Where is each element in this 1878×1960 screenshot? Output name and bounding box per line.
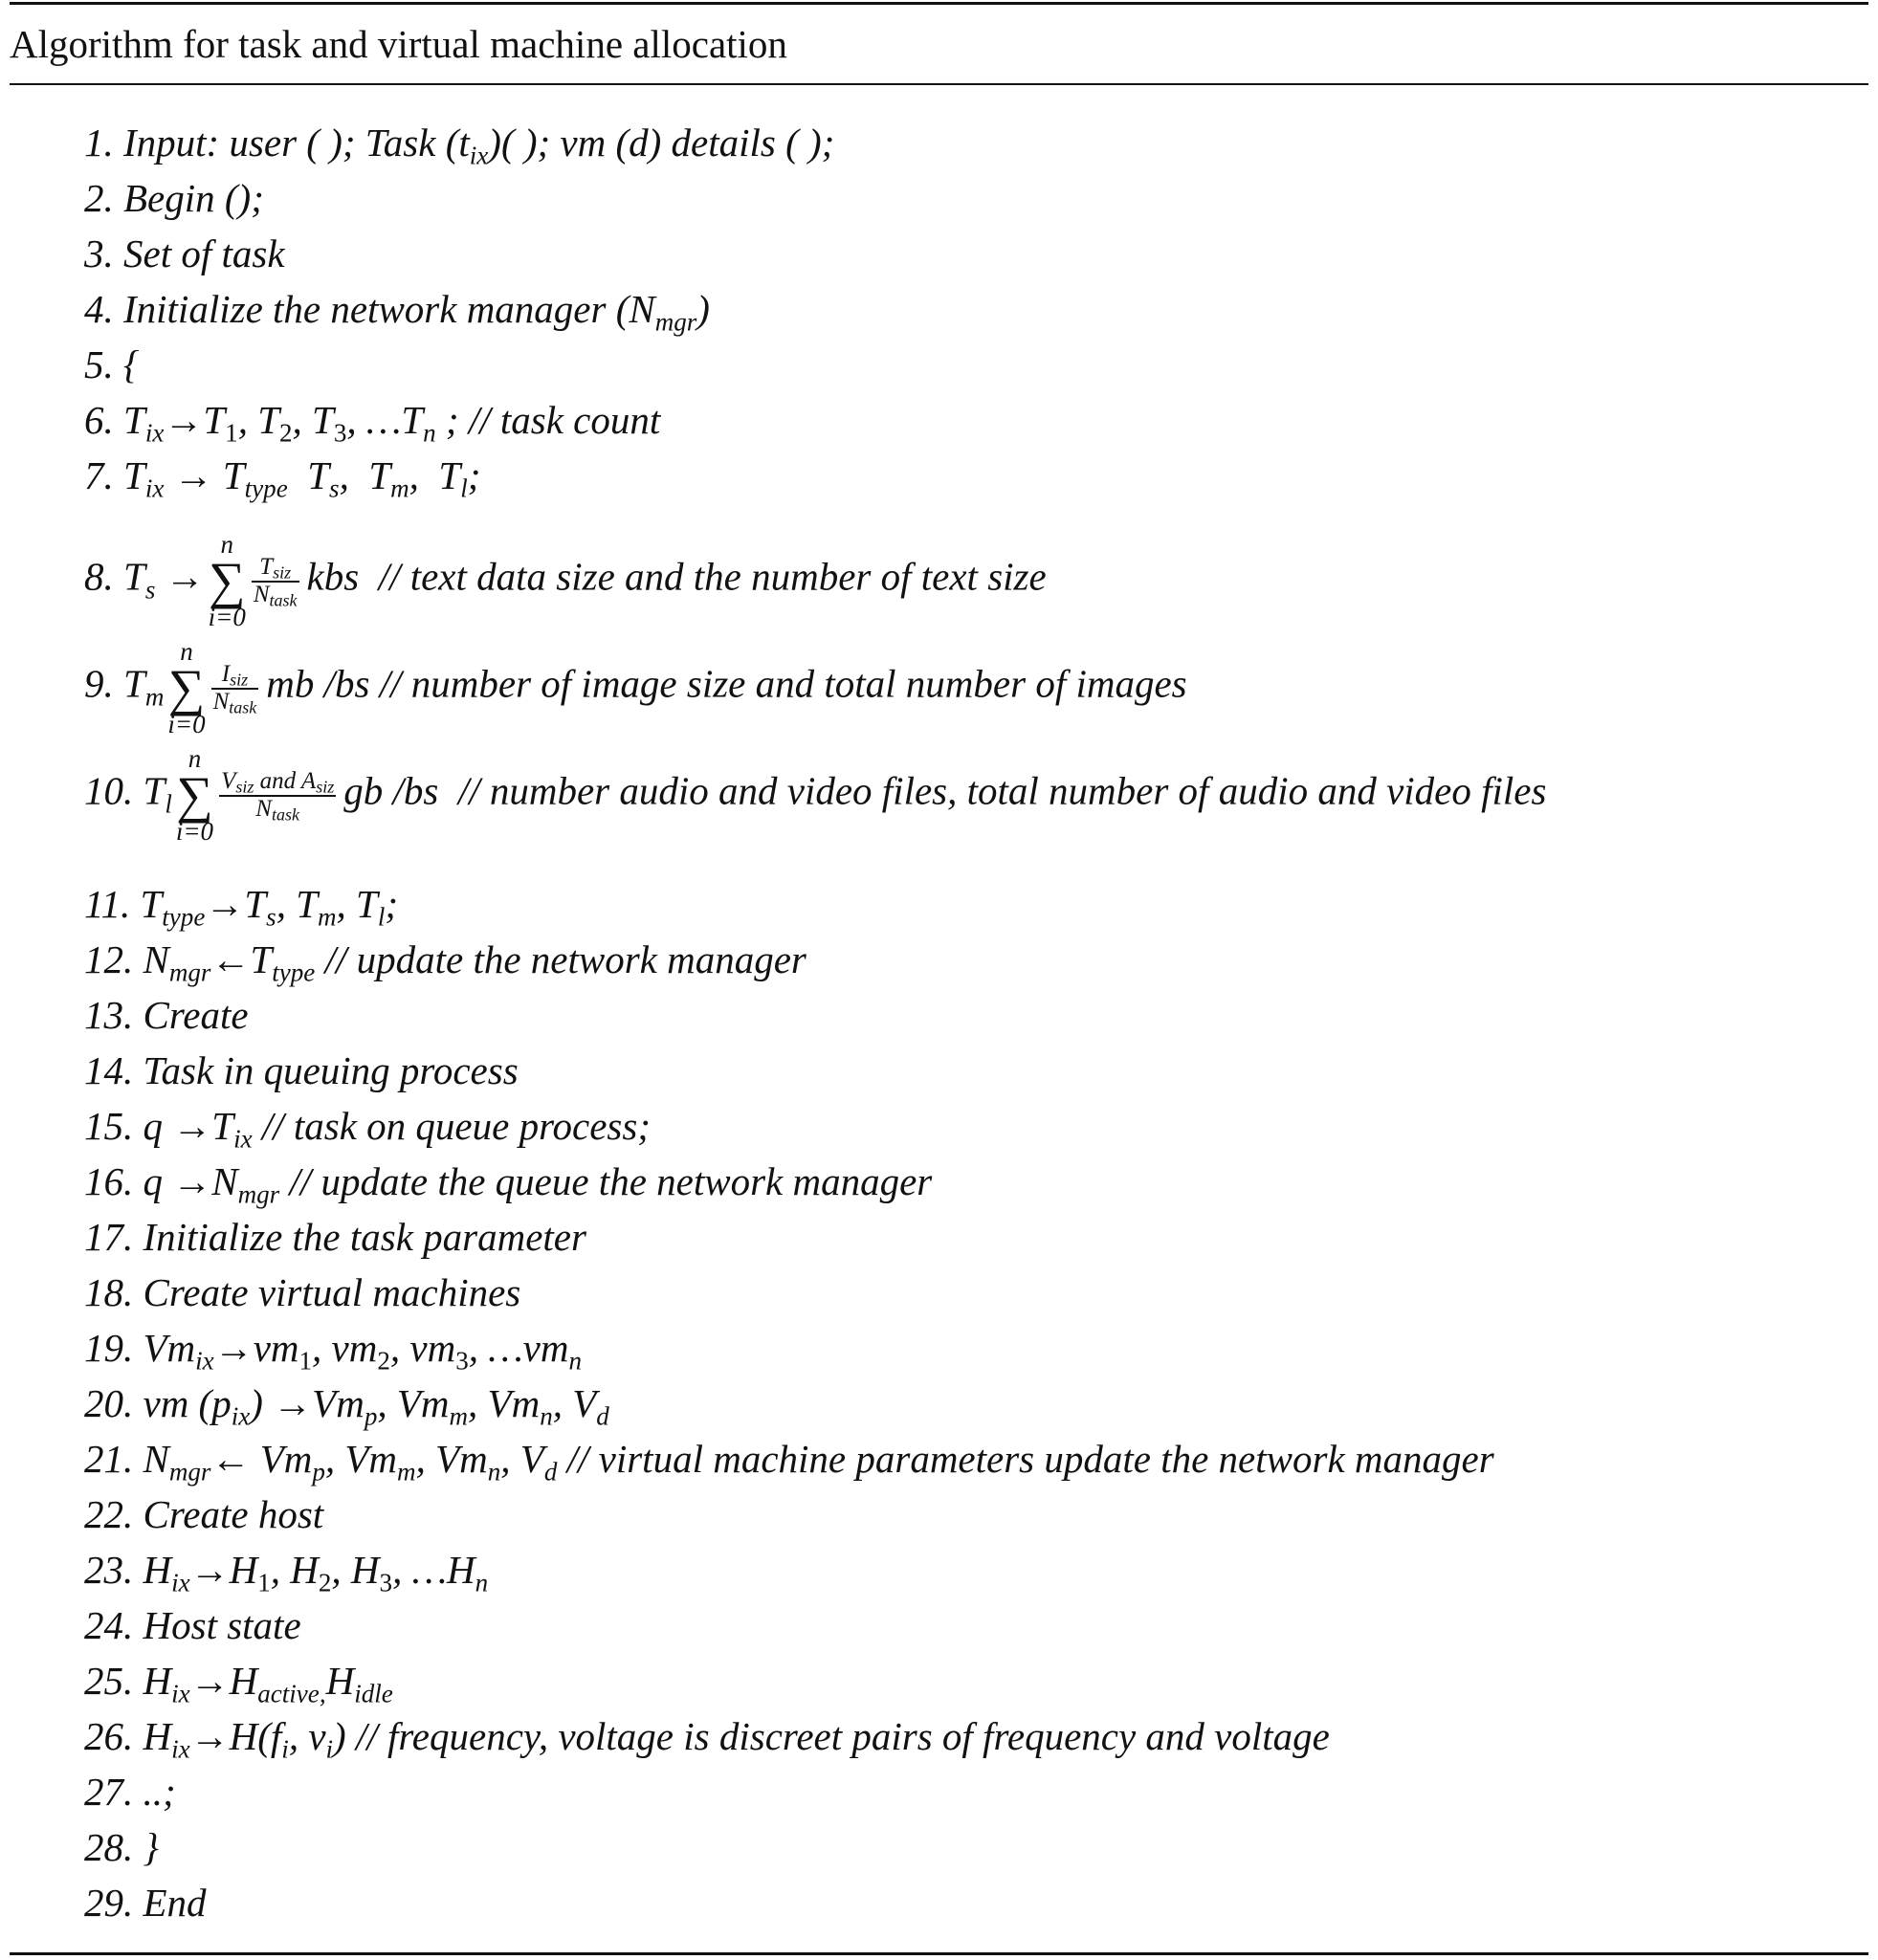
algorithm-line-28: 28. } — [84, 1825, 159, 1869]
algorithm-line-12: 12. $N_{mgr}\leftarrow T_{type}$ // update the network manager — [84, 937, 806, 987]
algorithm-line-26: 26. $H_{ix}\to H(f_i$, $v_i$) // frequency, voltage is discreet pairs of frequency and voltage — [84, 1714, 1330, 1764]
summation-symbol: n ∑ i=0 — [175, 744, 214, 846]
algorithm-line-24: 24. Host state — [84, 1603, 301, 1647]
algorithm-line-10: 10. $T_l$ n ∑ i=0 $\frac{V_{siz} and A_{siz}}{N_{task}}$ gb /bs // number audio and video files, total number of audio and video files — [84, 744, 1547, 846]
algorithm-line-2: 2. Begin (); — [84, 176, 264, 220]
algorithm-line-25: 25. $H_{ix}\to H_{active,}H_{idle}$ — [84, 1659, 393, 1708]
fraction: $\frac{V_{siz} and A_{siz}}{N_{task}}$ — [221, 767, 335, 825]
bottom-rule — [10, 1952, 1868, 1955]
summation-symbol: n ∑ i=0 — [167, 637, 206, 738]
algorithm-line-8: 8. $T_s$ → n ∑ i=0 $\frac{T_{siz}}{N_{task}}$ kbs // text data size and the number of text size — [84, 530, 1047, 631]
algorithm-line-7: 7. $T_{ix} \to T_{type}$ $T_s$, $T_m$, $T_l$; — [84, 453, 481, 503]
algorithm-line-18: 18. Create virtual machines — [84, 1270, 521, 1314]
algorithm-line-3: 3. Set of task — [84, 231, 285, 275]
algorithm-line-4: 4. Initialize the network manager $(N_{mgr})$ — [84, 287, 710, 337]
algorithm-line-23: 23. $H_{ix}\to H_1$, $H_2$, $H_3$, $\dots H_n$ — [84, 1548, 489, 1597]
algorithm-line-19: 19. $Vm_{ix}\to vm_1$, $vm_2$, $vm_3$, $\dots vm_n$ — [84, 1326, 583, 1376]
table-title: Algorithm for task and virtual machine allocation — [10, 22, 787, 66]
algorithm-line-17: 17. Initialize the task parameter — [84, 1215, 586, 1259]
fraction: $\frac{T_{siz}}{N_{task}}$ — [253, 553, 298, 610]
algorithm-line-5: 5. { — [84, 342, 140, 386]
algorithm-line-13: 13. Create — [84, 993, 249, 1037]
algorithm-line-1: 1. Input: user ( ); Task $(t_{ix})$( ); vm (d) details ( ); — [84, 121, 835, 170]
algorithm-line-11: 11. $T_{type}\to T_s$, $T_m$, $T_l$; — [84, 882, 399, 932]
algorithm-line-16: 16. $q \to N_{mgr}$ // update the queue the network manager — [84, 1159, 933, 1209]
algorithm-line-15: 15. $q \to T_{ix}$ // task on queue process; — [84, 1104, 651, 1154]
algorithm-line-14: 14. Task in queuing process — [84, 1048, 519, 1092]
algorithm-line-29: 29. End — [84, 1881, 207, 1925]
algorithm-line-9: 9. $T_m$ n ∑ i=0 $\frac{I_{siz}}{N_{task}}$ mb /bs // number of image size and total number of images — [84, 637, 1187, 738]
algorithm-line-6: 6. $T_{ix}\to T_1$, $T_2$, $T_3$, $\dots T_n$ ; // task count — [84, 398, 661, 448]
algorithm-line-22: 22. Create host — [84, 1492, 324, 1536]
summation-symbol: n ∑ i=0 — [208, 530, 246, 631]
top-rule — [10, 2, 1868, 5]
algorithm-line-20: 20. vm $(p_{ix}) \to Vm_p$, $Vm_m$, $Vm_n$, $V_d$ — [84, 1381, 609, 1431]
header-rule — [10, 83, 1868, 85]
algorithm-line-21: 21. $N_{mgr}\leftarrow$ $Vm_p$, $Vm_m$, $Vm_n$, $V_d$ // virtual machine parameters update the network manager — [84, 1437, 1494, 1487]
fraction: $\frac{I_{siz}}{N_{task}}$ — [212, 660, 257, 717]
algorithm-line-27: 27. ..; — [84, 1770, 176, 1814]
